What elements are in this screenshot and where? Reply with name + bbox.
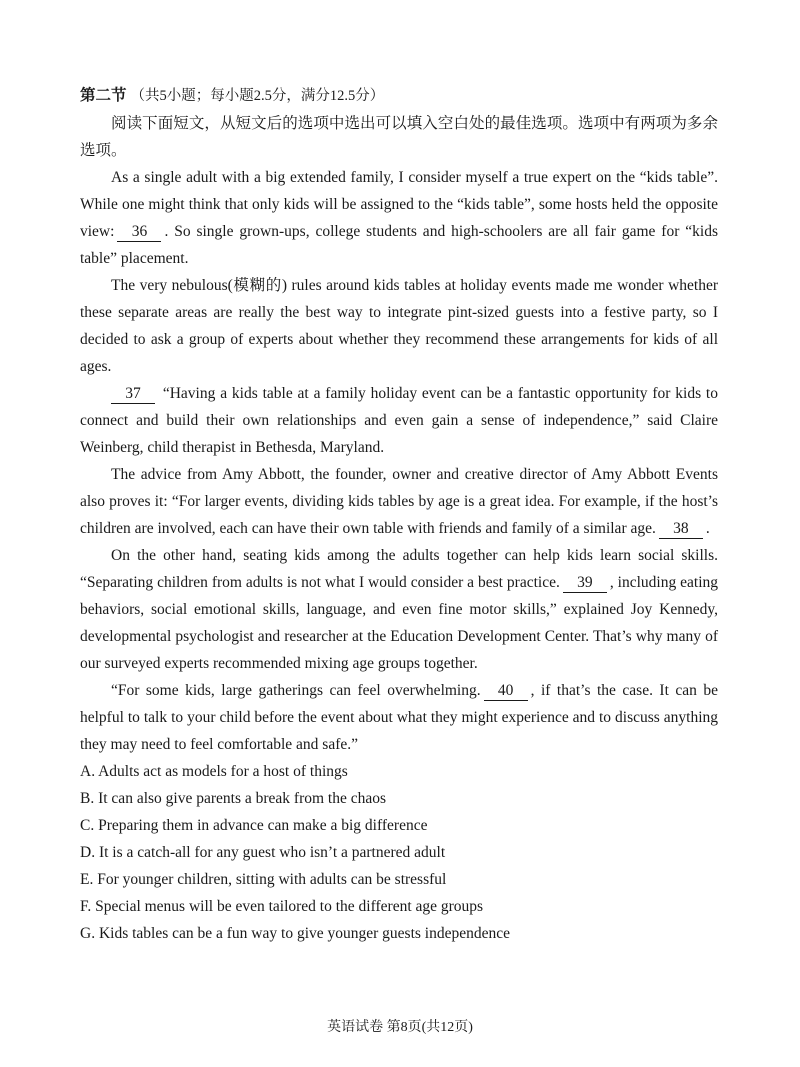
option-d: D. It is a catch-all for any guest who isn’t a partnered adult	[80, 844, 446, 861]
instructions: 阅读下面短文，从短文后的选项中选出可以填入空白处的最佳选项。选项中有两项为多余选项。	[80, 115, 718, 159]
paragraph-1-text-after: . So single grown-ups, college students and high-schoolers are all fair game for “kids table” placement.	[80, 223, 718, 267]
option-c: C. Preparing them in advance can make a big difference	[80, 817, 428, 834]
blank-40: 40	[484, 681, 528, 701]
blank-37: 37	[111, 384, 155, 404]
paragraph-5-text-after: , including eating behaviors, social emotional skills, language, and even fine motor skills,” explained Joy Kennedy, developmental psychologist and researcher at the Education Development Center. That’s why many of our surveyed experts recommended mixing age groups together.	[80, 574, 719, 672]
paragraph-1-text-before: As a single adult with a big extended family, I consider myself a true expert on the “kids table”. While one might think that only kids will be assigned to the “kids table”, some hosts held the opposite view:	[80, 169, 718, 240]
option-e: E. For younger children, sitting with adults can be stressful	[80, 871, 447, 888]
exam-page	[80, 82, 718, 947]
paragraph-6	[80, 677, 718, 758]
section-title: 第二节	[80, 87, 127, 104]
paragraph-2: The very nebulous(模糊的) rules around kids tables at holiday events made me wonder whether these separate areas are really the best way to integrate pint-sized guests into a festive party, so I decided to ask a group of experts about whether they recommend these arrangements for kids of all ages.	[80, 277, 718, 375]
blank-38: 38	[659, 519, 703, 539]
paragraph-5	[80, 542, 718, 677]
paragraph-4	[80, 461, 718, 542]
section-header	[80, 82, 718, 110]
answer-options	[80, 758, 718, 947]
option-b: B. It can also give parents a break from the chaos	[80, 790, 387, 807]
paragraph-6-text-before: “For some kids, large gatherings can feel overwhelming.	[111, 682, 481, 699]
paragraph-1	[80, 164, 718, 272]
option-a: A. Adults act as models for a host of things	[80, 763, 348, 780]
paragraph-5-text-before: On the other hand, seating kids among the adults together can help kids learn social skills. “Separating children from adults is not what I would consider a best practice.	[80, 547, 718, 591]
blank-36: 36	[117, 222, 161, 242]
paragraph-3-text: “Having a kids table at a family holiday event can be a fantastic opportunity for kids to connect and build their own relationships and even gain a sense of independence,” said Claire Weinberg, child therapist in Bethesda, Maryland.	[80, 385, 718, 456]
blank-39: 39	[563, 573, 607, 593]
page-footer: 英语试卷 第8页(共12页)	[327, 1020, 473, 1035]
option-f: F. Special menus will be even tailored to the different age groups	[80, 898, 484, 915]
paragraph-3	[80, 380, 718, 461]
paragraph-4-text-before: The advice from Amy Abbott, the founder, owner and creative director of Amy Abbott Events also proves it: “For larger events, dividing kids tables by age is a great idea. For example, if the host’s children are involved, each can have their own table with friends and family of a similar age.	[80, 466, 718, 537]
section-scoring-note: （共5小题；每小题2.5分，满分12.5分）	[130, 88, 385, 104]
paragraph-6-text-after: , if that’s the case. It can be helpful to talk to your child before the event about what they might experience and to discuss anything they may need to feel comfortable and safe.”	[80, 682, 718, 753]
option-g: G. Kids tables can be a fun way to give younger guests independence	[80, 925, 510, 942]
paragraph-4-text-after: .	[705, 520, 710, 537]
